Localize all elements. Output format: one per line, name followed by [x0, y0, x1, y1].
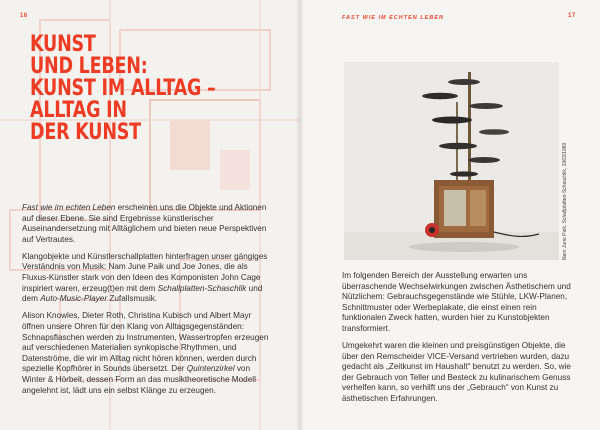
headline-line: ALLTAG IN	[30, 97, 127, 123]
paragraph-text: Klangobjekte und Künstlerschallplatten hinterfragen unser gängiges Verständnis von Musik: Nam June Paik und Joe Jones, die als Fluxus-Künstler stark von den Ideen des Komponisten John Cage inspiriert waren, erzeug(t)en mit dem	[22, 251, 268, 293]
running-head: FAST WIE IM ECHTEN LEBEN	[342, 15, 444, 21]
paragraph: Im folgenden Bereich der Ausstellung erwarten uns überraschende Wechselwirkungen zwischen Ästhetischem und Nützlichem: Gebrauchsgegenstände wie Stühle, LKW-Planen, Schnittmuster oder Werbeplakate, die einst einen rein funktionalen Zweck hatten, wurden hier zu Kunstobjekten transformiert.	[342, 271, 571, 333]
page-number-left: 16	[20, 13, 28, 19]
headline	[30, 33, 225, 143]
paragraph	[22, 311, 270, 396]
artwork-photo	[344, 62, 559, 260]
artwork-title: Schallplatten-Schaschlik	[157, 283, 247, 293]
right-body-text	[342, 271, 578, 411]
paragraph-text: und dem	[22, 283, 263, 304]
photo-caption: Nam June Paik, Schallplatten-Schaschlik, 1963/1980	[562, 142, 568, 260]
italic-title: Fast wie im echten Leben	[22, 203, 116, 212]
book-gutter	[296, 0, 304, 430]
paragraph: Umgekehrt waren die kleinen und preisgünstigen Objekte, die über den Remscheider VICE-Versand vertrieben wurden, dazu gedacht als „Zeitkunst im Haushalt“ benutzt zu werden. So, wie der Gebrauch von Teller und Besteck zu kulinarischem Genuss verhelfen kann, so verhilft uns der „Gebrauch“ von Kunst zu ästhetischen Erfahrungen.	[342, 341, 571, 404]
paragraph-text: Zufallsmusik.	[107, 294, 158, 304]
paragraph-text: erscheinen uns die Objekte und Aktionen auf dieser Ebene. Sie sind Ergebnisse künstlerischer Auseinandersetzung mit Alltäglichem und bieten neue Perspektiven auf Vertrautes.	[22, 203, 267, 244]
paragraph-text: von Winter & Hörbelt, dessen Form an das musiktheoretische Modell angelehnt ist, lädt uns ein selbst Klänge zu erzeugen.	[22, 364, 256, 395]
artwork-title: Auto-Music-Player	[40, 294, 108, 304]
headline-line: DER KUNST	[30, 119, 141, 145]
page-number-right: 17	[568, 13, 576, 19]
paragraph-text: Alison Knowles, Dieter Roth, Christina Kubisch und Albert Mayr öffnen unsere Ohren für den Klang von Alltagsgegenständen: Schnapsflaschen werden zu Instrumenten, Wassertropfen erzeugen auf verschiedenen Materialien synkopische Rhythmen, und Datenströme, die wir im Alltag nicht hören können, werden durch spezielle Kopfhörer in Sounds übersetzt. Der	[22, 311, 269, 374]
headline-line: KUNST IM ALLTAG –	[30, 75, 216, 101]
headline-line: UND LEBEN:	[30, 53, 148, 79]
paragraph	[22, 203, 270, 245]
left-body-text	[22, 203, 270, 403]
headline-line: KUNST	[30, 31, 96, 57]
paragraph	[22, 252, 270, 305]
artwork-title: Quintenzirkel	[186, 364, 235, 374]
